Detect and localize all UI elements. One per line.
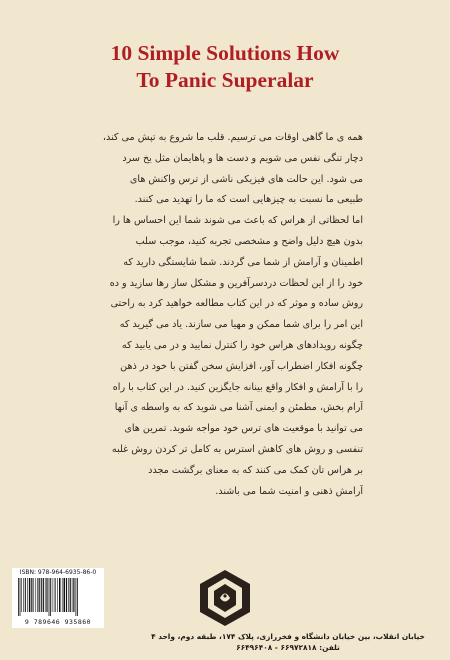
barcode-bar (54, 578, 55, 612)
isbn-label: ISBN: 978-964-6935-86-0 (19, 569, 97, 576)
barcode-bar (70, 578, 71, 612)
barcode-bar (29, 578, 31, 612)
blurb-line: روش ساده و موثر که در این کتاب مطالعه خواهید کرد به راحتی (110, 298, 363, 310)
barcode-bar (49, 578, 50, 616)
barcode-bar (46, 578, 47, 612)
barcode-bar (62, 578, 63, 612)
blurb-line: بدون هیچ دلیل واضح و مشخصی تجربه کنید، موجب سلب (135, 235, 363, 247)
barcode-bar (20, 578, 21, 616)
barcode-bar (72, 578, 73, 612)
barcode-bar (68, 578, 69, 612)
barcode-bar (77, 578, 78, 616)
barcode-bar (35, 578, 36, 612)
publisher-phone: تلفن: ۶۶۹۷۲۸۱۸ - ۶۶۴۹۶۴۰۸ (236, 643, 340, 652)
barcode-bar (39, 578, 40, 612)
barcode-bar (57, 578, 58, 612)
blurb-line: خود را از این لحظات دردسرآفرین و مشکل ساز رها سازید و ده (109, 277, 363, 289)
barcode-bar (52, 578, 53, 612)
blurb-line: چگونه رویدادهای هراس خود را کنترل نمایید و در می یابید که (121, 339, 363, 351)
barcode-bar (21, 578, 22, 612)
blurb-line: دچار تنگی نفس می شویم و دست ها و پاهایمان مثل یخ سرد (122, 152, 363, 164)
blurb-line: چگونه افکار اضطراب آور، افزایش سخن گفتن با خود در ذهن (120, 360, 363, 372)
barcode-bar (27, 578, 28, 612)
barcode-bar (33, 578, 34, 612)
title-line-2: To Panic Superalar (136, 68, 314, 92)
barcode-bar (45, 578, 46, 612)
blurb-line: همه ی ما گاهی اوقات می ترسیم. قلب ما شروع به تپش می کند، (102, 132, 363, 143)
barcode-bar (23, 578, 24, 612)
barcode-bar (41, 578, 42, 612)
blurb-line: اما لحظاتی از هراس که باعث می شوند شما این احساس ها را (112, 215, 363, 227)
blurb-text (92, 128, 363, 502)
blurb-line: طبیعی ما نسبت به چیزهایی است که ما را تهدید می کنند. (134, 194, 363, 206)
blurb-line: آرامش ذهنی و امنیت شما می باشند. (215, 485, 363, 497)
blurb-line: اطمینان و آرامش از شما می گردند. شما شایستگی دارید که (123, 256, 363, 268)
title-line-1: 10 Simple Solutions How (110, 41, 340, 65)
blurb-line: آرام بخش، مطمئن و ایمنی آشنا می شوید که به واسطه ی آنها (114, 402, 363, 414)
blurb-line: بر هراس تان کمک می کنند که به معنای برگشت مجدد (148, 464, 363, 476)
blurb-line: را با آرامش و افکار واقع بینانه جایگزین کنید. در این کتاب با راه (112, 381, 363, 393)
barcode-bar (43, 578, 44, 612)
barcode-icon (17, 578, 99, 616)
barcode-bar (66, 578, 67, 612)
barcode-bar (55, 578, 56, 612)
barcode-bar (50, 578, 51, 616)
blurb-line: می شود. این حالت های فیزیکی ناشی از ترس واکنش های (129, 173, 363, 185)
barcode-bar (64, 578, 66, 612)
barcode-bar (59, 578, 61, 612)
ean-digits: 9 789646 935860 (24, 618, 92, 626)
publisher-logo-icon (198, 568, 252, 628)
barcode-bar (37, 578, 38, 612)
barcode-bar (76, 578, 77, 616)
barcode-bar (18, 578, 19, 616)
barcode-bar (73, 578, 74, 612)
publisher-address: خیابان انقلاب، بین خیابان دانشگاه و فخررازی، پلاک ۱۷۴، طبقه دوم، واحد ۴ (151, 632, 425, 641)
barcode-bar (31, 578, 32, 612)
blurb-line: این امر را برای شما ممکن و مهیا می سازند. یاد می گیرید که (119, 319, 363, 331)
blurb-line: تنفسی و روش های کاهش استرس به کامل تر کردن روش غلبه (111, 443, 363, 455)
barcode-bar (25, 578, 26, 612)
blurb-line: می توانید با موقعیت های ترس خود مواجه شوید. تمرین های (124, 423, 363, 435)
